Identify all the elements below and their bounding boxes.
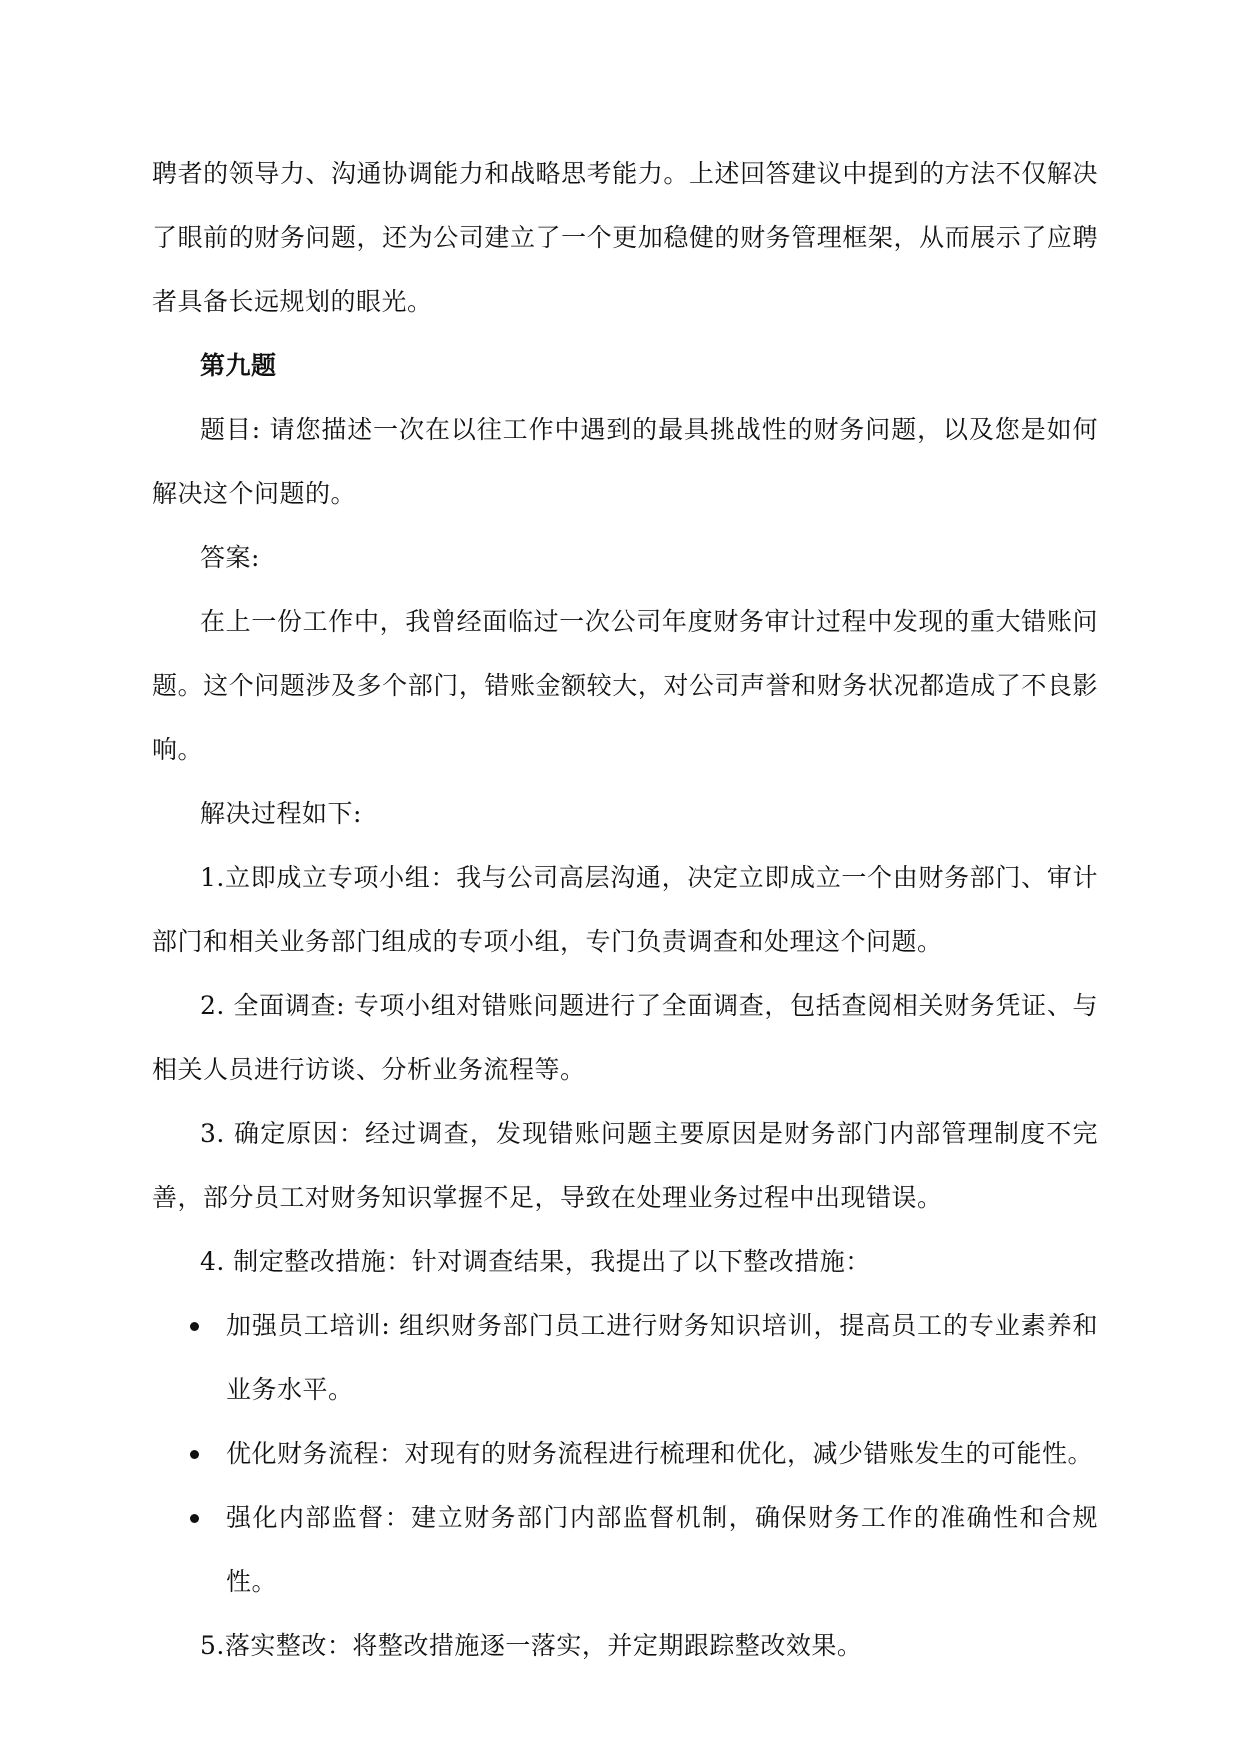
list-item: [152, 1422, 1098, 1486]
measure-text: 优化财务流程：对现有的财务流程进行梳理和优化，减少错账发生的可能性。: [226, 1439, 1094, 1468]
answer-label: 答案:: [200, 543, 260, 572]
step-1: 1.立即成立专项小组：我与公司高层沟通，决定立即成立一个由财务部门、审计部门和相关业务部门组成的专项小组，专门负责调查和处理这个问题。: [152, 863, 1098, 956]
step-3: 3. 确定原因：经过调查，发现错账问题主要原因是财务部门内部管理制度不完善，部分员工对财务知识掌握不足，导致在处理业务过程中出现错误。: [152, 1119, 1098, 1212]
question-paragraph: 题目: 请您描述一次在以往工作中遇到的最具挑战性的财务问题，以及您是如何解决这个问题的。: [152, 415, 1098, 508]
bullet-icon: [190, 1514, 199, 1523]
step-2: 2. 全面调查: 专项小组对错账问题进行了全面调查，包括查阅相关财务凭证、与相关人员进行访谈、分析业务流程等。: [152, 991, 1098, 1084]
intro-paragraph: 聘者的领导力、沟通协调能力和战略思考能力。上述回答建议中提到的方法不仅解决了眼前的财务问题，还为公司建立了一个更加稳健的财务管理框架，从而展示了应聘者具备长远规划的眼光。: [152, 159, 1098, 316]
measure-text: 强化内部监督：建立财务部门内部监督机制，确保财务工作的准确性和合规性。: [226, 1503, 1098, 1596]
section-heading: 第九题: [200, 351, 277, 380]
list-item: [152, 1294, 1098, 1422]
step-4: 4. 制定整改措施：针对调查结果，我提出了以下整改措施：: [200, 1247, 871, 1276]
measure-text: 加强员工培训: 组织财务部门员工进行财务知识培训，提高员工的专业素养和业务水平。: [226, 1311, 1098, 1404]
bullet-icon: [190, 1450, 199, 1459]
process-label: 解决过程如下:: [200, 799, 362, 828]
answer-paragraph: 在上一份工作中，我曾经面临过一次公司年度财务审计过程中发现的重大错账问题。这个问题涉及多个部门，错账金额较大，对公司声誉和财务状况都造成了不良影响。: [152, 607, 1098, 764]
list-item: [152, 1486, 1098, 1614]
step-5: 5.落实整改：将整改措施逐一落实，并定期跟踪整改效果。: [200, 1631, 863, 1660]
measures-list: [152, 1294, 1098, 1614]
bullet-icon: [190, 1322, 199, 1331]
document-body: [152, 142, 1098, 1678]
